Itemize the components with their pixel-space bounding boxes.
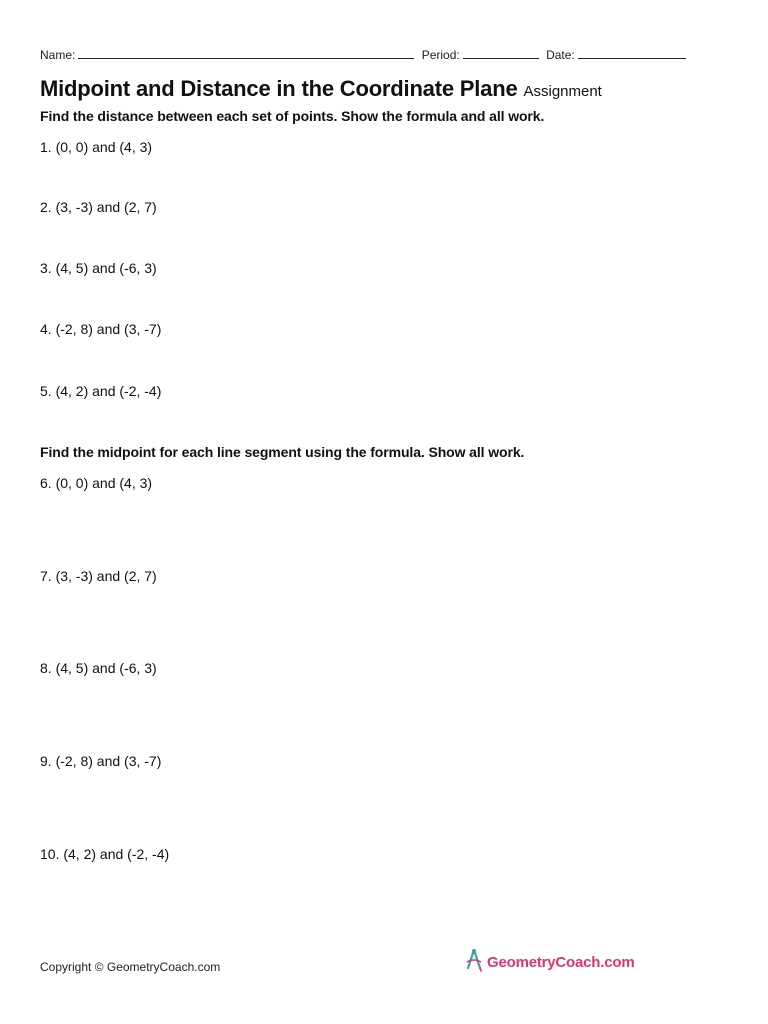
midpoint-problem-8: 8. (4, 5) and (-6, 3) <box>40 660 157 676</box>
copyright-notice: Copyright © GeometryCoach.com <box>40 960 221 974</box>
pencil-compass-icon <box>464 948 484 977</box>
midpoint-problem-10: 10. (4, 2) and (-2, -4) <box>40 846 170 862</box>
midpoint-problem-6: 6. (0, 0) and (4, 3) <box>40 475 153 491</box>
distance-problem-5: 5. (4, 2) and (-2, -4) <box>40 383 162 399</box>
distance-problem-3: 3. (4, 5) and (-6, 3) <box>40 260 157 276</box>
page-title: Midpoint and Distance in the Coordinate Plane <box>40 76 518 101</box>
distance-problem-2: 2. (3, -3) and (2, 7) <box>40 199 157 215</box>
midpoint-problem-7: 7. (3, -3) and (2, 7) <box>40 568 157 584</box>
distance-problem-4: 4. (-2, 8) and (3, -7) <box>40 321 162 337</box>
name-label: Name: <box>40 48 76 62</box>
date-blank[interactable] <box>578 47 686 59</box>
midpoint-instruction: Find the midpoint for each line segment using the formula. Show all work. <box>40 444 525 460</box>
geometrycoach-logo <box>464 948 634 977</box>
page-subtitle: Assignment <box>523 83 602 100</box>
date-label: Date: <box>546 48 575 62</box>
name-blank[interactable] <box>78 47 414 59</box>
midpoint-problem-9: 9. (-2, 8) and (3, -7) <box>40 753 162 769</box>
period-blank[interactable] <box>463 47 539 59</box>
period-label: Period: <box>421 48 460 62</box>
distance-instruction: Find the distance between each set of points. Show the formula and all work. <box>40 108 545 124</box>
title-row <box>40 76 602 102</box>
logo-text: GeometryCoach.com <box>487 954 635 971</box>
distance-problem-1: 1. (0, 0) and (4, 3) <box>40 139 153 155</box>
header-fields <box>40 47 690 62</box>
